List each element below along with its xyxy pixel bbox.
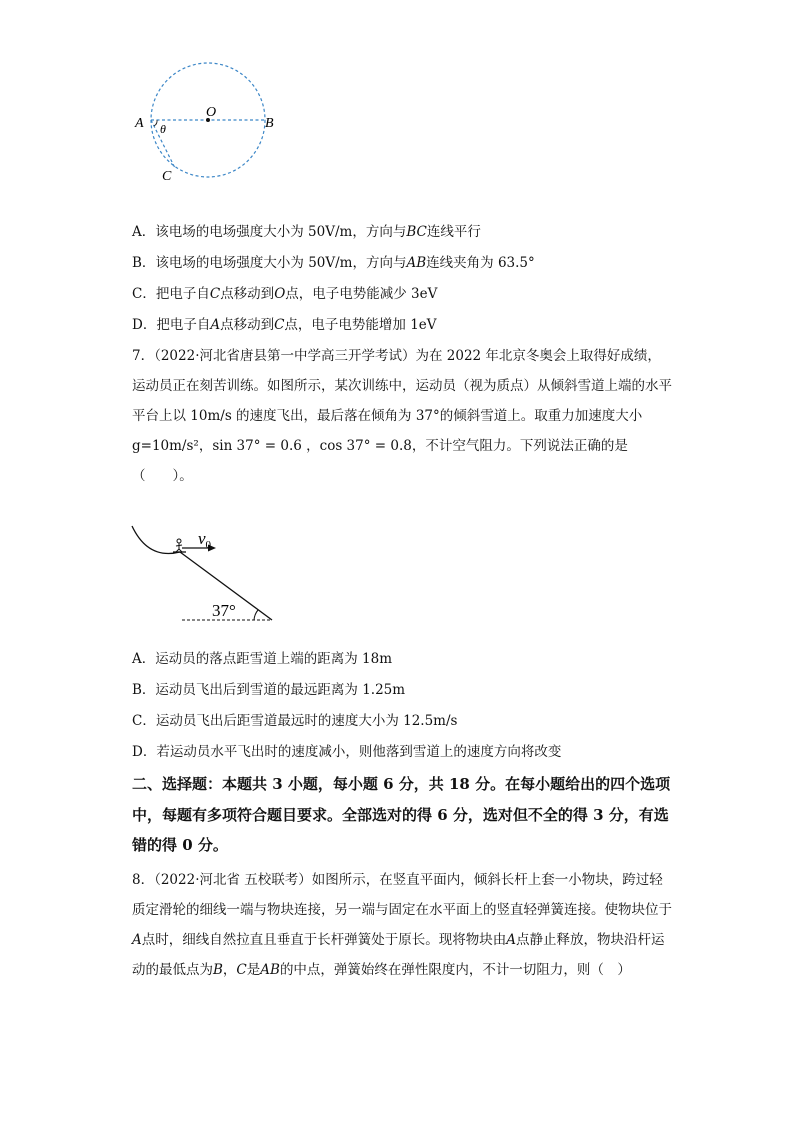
q6-option-b-suffix: 连线夹角为 63.5°	[426, 255, 535, 271]
q6-option-d-em2: C	[274, 317, 285, 333]
curved-ramp	[132, 526, 180, 554]
q6-option-c-em1: C	[209, 286, 221, 302]
q8-stem	[132, 865, 672, 985]
q6-option-c-em2: O	[274, 286, 286, 302]
circle-diagram	[120, 60, 290, 190]
q8-part-2: 点时，细线自然拉直且垂直于长杆弹簧处于原长。现将物块由	[141, 932, 507, 948]
angle-arc	[154, 120, 157, 126]
q6-option-d-mid: 点移动到	[220, 317, 275, 333]
label-theta: θ	[160, 122, 166, 136]
q8-part-5: 是	[246, 962, 261, 978]
q6-option-a-em: BC	[406, 224, 427, 240]
label-c: C	[162, 169, 172, 184]
q6-option-c-suffix: 点，电子电势能减少 3eV	[285, 286, 438, 302]
slope-angle-arc	[254, 610, 258, 620]
q8-part-3: 点静止释放，物块沿杆运动的最低点为	[132, 932, 665, 978]
ski-slope-diagram	[128, 520, 288, 630]
q6-option-c-mid: 点移动到	[220, 286, 275, 302]
skier-icon	[176, 539, 182, 552]
q7-option-b: B．运动员飞出后到雪道的最远距离为 1.25m	[132, 682, 406, 698]
q8-em-3: B	[213, 962, 223, 978]
q6-option-b	[132, 253, 535, 273]
q7-stem: 7．（2022·河北省唐县第一中学高三开学考试）为在 2022 年北京冬奥会上取得好成绩，运动员正在刻苦训练。如图所示，某次训练中，运动员（视为质点）从倾斜雪道上端的水平平台上以 10m/s 的速度飞出，最后落在倾角为 37°的倾斜雪道上。取重力加速度大小 g=10m/s²，sin 37° = 0.6 ，cos 37° = 0.8，不计空气阻力。下列说法正确的是（ ）。	[132, 348, 672, 484]
label-o: O	[206, 105, 217, 120]
q6-option-a-prefix: A．该电场的电场强度大小为 50V/m，方向与	[132, 224, 407, 240]
q6-option-d-prefix: D．把电子自	[132, 317, 211, 333]
q8-em-4: C	[236, 962, 247, 978]
q6-option-a-suffix: 连线平行	[426, 224, 481, 240]
q7-option-a: A．运动员的落点距雪道上端的距离为 18m	[132, 651, 393, 667]
q8-em-2: A	[506, 932, 516, 948]
q8-em-1: A	[132, 932, 142, 948]
q6-option-c	[132, 284, 437, 304]
q6-option-a	[132, 222, 481, 242]
label-a: A	[135, 116, 144, 131]
q6-option-d	[132, 315, 437, 335]
section-2-heading: 二、选择题：本题共 3 小题，每小题 6 分，共 18 分。在每小题给出的四个选项中，每题有多项符合题目要求。全部选对的得 6 分，选对但不全的得 3 分，有选错的得 0 分。	[132, 775, 671, 854]
q6-option-d-suffix: 点，电子电势能增加 1eV	[284, 317, 437, 333]
q6-option-d-em1: A	[210, 317, 221, 333]
label-v0: $v_0$	[198, 529, 212, 551]
q6-option-b-em: AB	[406, 255, 427, 271]
q6-option-c-prefix: C．把电子自	[132, 286, 210, 302]
q7-option-c: C．运动员飞出后距雪道最远时的速度大小为 12.5m/s	[132, 713, 458, 729]
q8-part-4: ，	[222, 962, 237, 978]
q6-option-b-prefix: B．该电场的电场强度大小为 50V/m，方向与	[132, 255, 407, 271]
q8-part-1: 8．（2022·河北省 五校联考）如图所示，在竖直平面内，倾斜长杆上套一小物块，跨过轻质定滑轮的细线一端与物块连接，另一端与固定在水平面上的竖直轻弹簧连接。使物块位于	[132, 872, 672, 918]
q8-part-6: 的中点，弹簧始终在弹性限度内，不计一切阻力，则（ ）	[279, 962, 631, 978]
label-37-degrees: 37°	[212, 601, 236, 620]
label-b: B	[265, 116, 274, 131]
q7-option-d: D．若运动员水平飞出时的速度减小，则他落到雪道上的速度方向将改变	[132, 744, 562, 760]
q8-em-5: AB	[260, 962, 280, 978]
